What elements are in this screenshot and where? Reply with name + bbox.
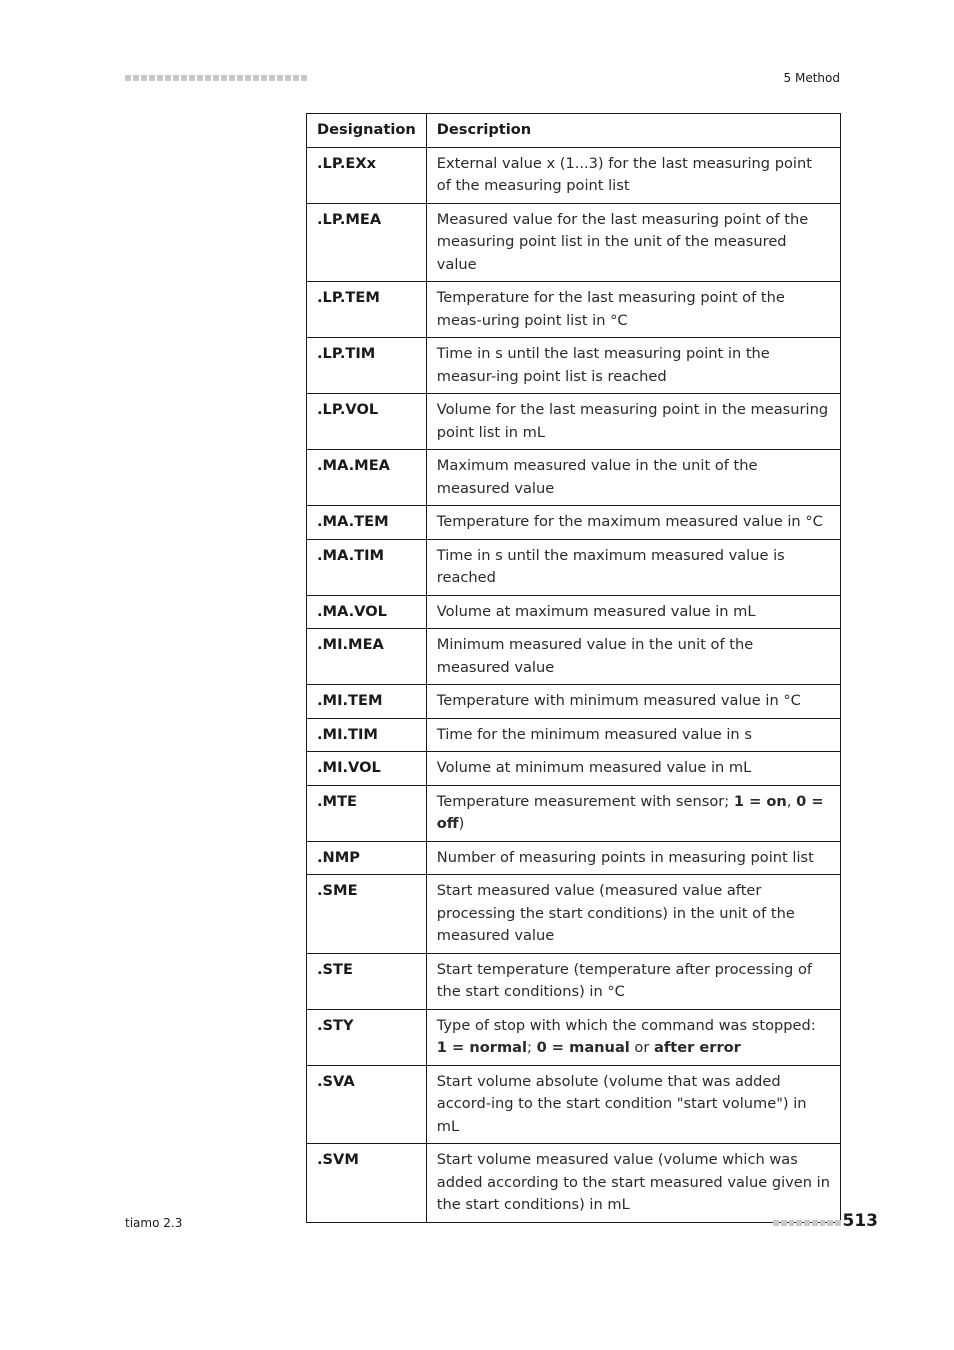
designation-cell: .LP.EXx [307, 147, 427, 203]
description-cell: Start measured value (measured value after processing the start conditions) in the unit of the measured value [426, 875, 840, 954]
table-row [307, 841, 841, 875]
footer-product-name: tiamo 2.3 [125, 1216, 183, 1230]
table-row [307, 875, 841, 954]
designation-cell: .STE [307, 953, 427, 1009]
description-cell: Measured value for the last measuring point of the measuring point list in the unit of the measured value [426, 203, 840, 282]
designation-cell: .SME [307, 875, 427, 954]
table-row [307, 338, 841, 394]
designation-cell: .STY [307, 1009, 427, 1065]
description-cell: Number of measuring points in measuring point list [426, 841, 840, 875]
designation-cell: .NMP [307, 841, 427, 875]
designation-cell: .LP.TIM [307, 338, 427, 394]
designation-cell: .MI.TIM [307, 718, 427, 752]
description-cell: Temperature for the last measuring point of the meas-uring point list in °C [426, 282, 840, 338]
description-bold-fragment: 1 = on [733, 792, 787, 810]
description-cell [426, 785, 840, 841]
table-row [307, 282, 841, 338]
designation-cell: .MA.VOL [307, 595, 427, 629]
page-number: 513 [842, 1211, 878, 1231]
description-cell: Time in s until the last measuring point in the measur-ing point list is reached [426, 338, 840, 394]
designation-table [306, 113, 841, 1223]
table-header-row [307, 114, 841, 148]
description-cell: Maximum measured value in the unit of the measured value [426, 450, 840, 506]
designation-cell: .MA.MEA [307, 450, 427, 506]
table-row [307, 595, 841, 629]
table-row [307, 685, 841, 719]
table-row [307, 203, 841, 282]
description-cell: External value x (1...3) for the last measuring point of the measuring point list [426, 147, 840, 203]
column-header-description: Description [426, 114, 840, 148]
designation-cell: .MA.TIM [307, 539, 427, 595]
table-row [307, 629, 841, 685]
description-fragment: ) [458, 815, 465, 832]
description-cell: Volume for the last measuring point in the measuring point list in mL [426, 394, 840, 450]
table-body [307, 147, 841, 1222]
description-cell: Time for the minimum measured value in s [426, 718, 840, 752]
table-row [307, 539, 841, 595]
footer-decoration [773, 1219, 841, 1227]
description-bold-fragment: after error [654, 1039, 741, 1056]
table-row [307, 1144, 841, 1223]
description-cell: Start volume measured value (volume which was added according to the start measured value given in the start conditions) in mL [426, 1144, 840, 1223]
description-fragment: ; [527, 1039, 537, 1056]
designation-cell: .MI.VOL [307, 752, 427, 786]
description-cell: Volume at minimum measured value in mL [426, 752, 840, 786]
description-cell: Start temperature (temperature after processing of the start conditions) in °C [426, 953, 840, 1009]
description-cell: Minimum measured value in the unit of the measured value [426, 629, 840, 685]
table-row [307, 785, 841, 841]
description-cell: Temperature for the maximum measured value in °C [426, 506, 840, 540]
column-header-designation: Designation [307, 114, 427, 148]
table-row [307, 450, 841, 506]
designation-cell: .MA.TEM [307, 506, 427, 540]
table-row [307, 506, 841, 540]
description-fragment: Temperature measurement with sensor; [436, 792, 734, 810]
designation-cell: .LP.VOL [307, 394, 427, 450]
description-cell [426, 1009, 840, 1065]
chapter-title: 5 Method [783, 71, 840, 85]
description-bold-fragment: 0 = off [436, 792, 824, 832]
designation-cell: .MI.TEM [307, 685, 427, 719]
header-decoration [125, 74, 307, 82]
description-cell: Time in s until the maximum measured value is reached [426, 539, 840, 595]
designation-cell: .LP.TEM [307, 282, 427, 338]
table-row [307, 953, 841, 1009]
designation-cell: .MI.MEA [307, 629, 427, 685]
table-row [307, 1065, 841, 1144]
description-fragment: Type of stop with which the command was stopped: [436, 1016, 816, 1034]
designation-cell: .LP.MEA [307, 203, 427, 282]
description-fragment: or [629, 1039, 655, 1056]
description-bold-fragment: 1 = normal [436, 1039, 527, 1056]
table-row [307, 1009, 841, 1065]
table-row [307, 718, 841, 752]
description-bold-fragment: 0 = manual [536, 1039, 630, 1056]
designation-cell: .MTE [307, 785, 427, 841]
designation-cell: .SVM [307, 1144, 427, 1223]
table-row [307, 394, 841, 450]
description-cell: Temperature with minimum measured value in °C [426, 685, 840, 719]
description-cell: Start volume absolute (volume that was added accord-ing to the start condition "start volume") in mL [426, 1065, 840, 1144]
designation-cell: .SVA [307, 1065, 427, 1144]
description-cell: Volume at maximum measured value in mL [426, 595, 840, 629]
table-row [307, 147, 841, 203]
description-fragment: , [786, 792, 797, 810]
table-row [307, 752, 841, 786]
